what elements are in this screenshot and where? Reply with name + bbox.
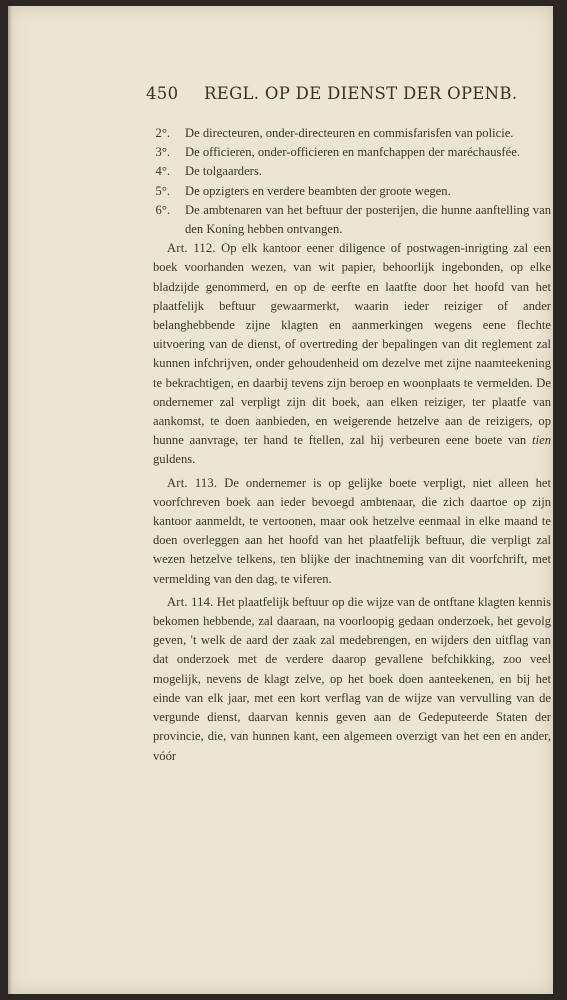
list-item-number: 3°. bbox=[155, 145, 170, 160]
list-item bbox=[153, 201, 551, 239]
list-item bbox=[153, 182, 551, 201]
list-item-text: De ambtenaren van het beftuur der posterijen, die hunne aanftelling van den Koning hebben ontvangen. bbox=[185, 202, 551, 237]
article-label: Art. 112. bbox=[167, 241, 216, 256]
page-gutter-shadow bbox=[8, 6, 12, 994]
running-title: REGL. OP DE DIENST DER OPENB. bbox=[204, 84, 518, 103]
list-item-text: De opzigters en verdere beambten der groote wegen. bbox=[185, 183, 451, 198]
article-114 bbox=[153, 593, 551, 766]
list-item-number: 5°. bbox=[155, 183, 170, 198]
article-text: Het plaatfelijk beftuur op die wijze van de ontftane klagten kennis bekomen hebbende, zal daaraan, na voorloopig gedaan onderzoek, het gevolg geven, 't welk de aard der zaak zal medebrengen, en wijders den uitflag van dat onderzoek met de verdere daarop gevallene befchikking, zoo veel mogelijk, nevens de klagt zelve, op het boek doen aanteekenen, en bij het einde van elk jaar, met een kort verflag van de wijze van vervulling van de vergunde dienst, daarvan kennis geven aan de Gedeputeerde Staten der provincie, die, van hunnen kant, een algemeen overzigt van het een en ander, vóór bbox=[153, 594, 551, 763]
list-item-text: De tolgaarders. bbox=[185, 164, 262, 179]
list-item-number: 6°. bbox=[155, 202, 170, 217]
list-item bbox=[153, 162, 551, 181]
article-text-end: guldens. bbox=[153, 452, 196, 467]
list-item-number: 4°. bbox=[155, 164, 170, 179]
article-emphasis: tien bbox=[532, 433, 551, 448]
list-item bbox=[153, 143, 551, 162]
body-text bbox=[153, 124, 551, 766]
article-112 bbox=[153, 239, 551, 469]
page-number: 450 bbox=[146, 84, 179, 103]
list-item-text: De officieren, onder-officieren en manfchappen der maréchausfée. bbox=[185, 145, 520, 160]
list-item-text: De directeuren, onder-directeuren en commisfarisfen van policie. bbox=[185, 126, 514, 140]
article-text: De ondernemer is op gelijke boete verpligt, niet alleen het voorfchreven boek aan ieder bevoegd ambtenaar, die zich daartoe op zijn kantoor aanmeldt, te vertoonen, maar ook hetzelve eenmaal in elke maand te doen overleggen aan het hoofd van het plaatfelijk beftuur, die verpligt zal wezen hetzelve telkens, ten blijke der inachtneming van dit voorfchrift, met vermelding van den dag, te viferen. bbox=[153, 475, 551, 586]
article-113 bbox=[153, 474, 551, 589]
article-label: Art. 113. bbox=[167, 475, 218, 490]
book-page bbox=[8, 6, 553, 994]
list-item bbox=[153, 124, 551, 143]
article-label: Art. 114. bbox=[167, 594, 214, 609]
article-text: Op elk kantoor eener diligence of postwagen-inrigting zal een boek voorhanden wezen, van wit papier, behoorlijk ingebonden, op elke bladzijde genommerd, en op de eerfte en laatfte door het hoofd van het plaatfelijk beftuur gewaarmerkt, waarin ieder reiziger of ander belanghebbende zijne klagten en aanmerkingen wegens eene flechte uitvoering van de dienst, of overtreding der bepalingen van dit reglement zal kunnen infchrijven, onder gehoudenheid om dezelve met zijne naamteekening te bekrachtigen, en daarbij tevens zijn beroep en woonplaats te vermelden. De ondernemer zal verpligt zijn dit boek, aan elken reiziger, ter plaatfe van aankomst, te doen aanbieden, en weigerende hetzelve aan de reizigers, op hunne aanvrage, ter hand te ftellen, zal hij verbeuren eene boete van bbox=[153, 241, 551, 448]
list-item-number: 2°. bbox=[155, 126, 170, 140]
